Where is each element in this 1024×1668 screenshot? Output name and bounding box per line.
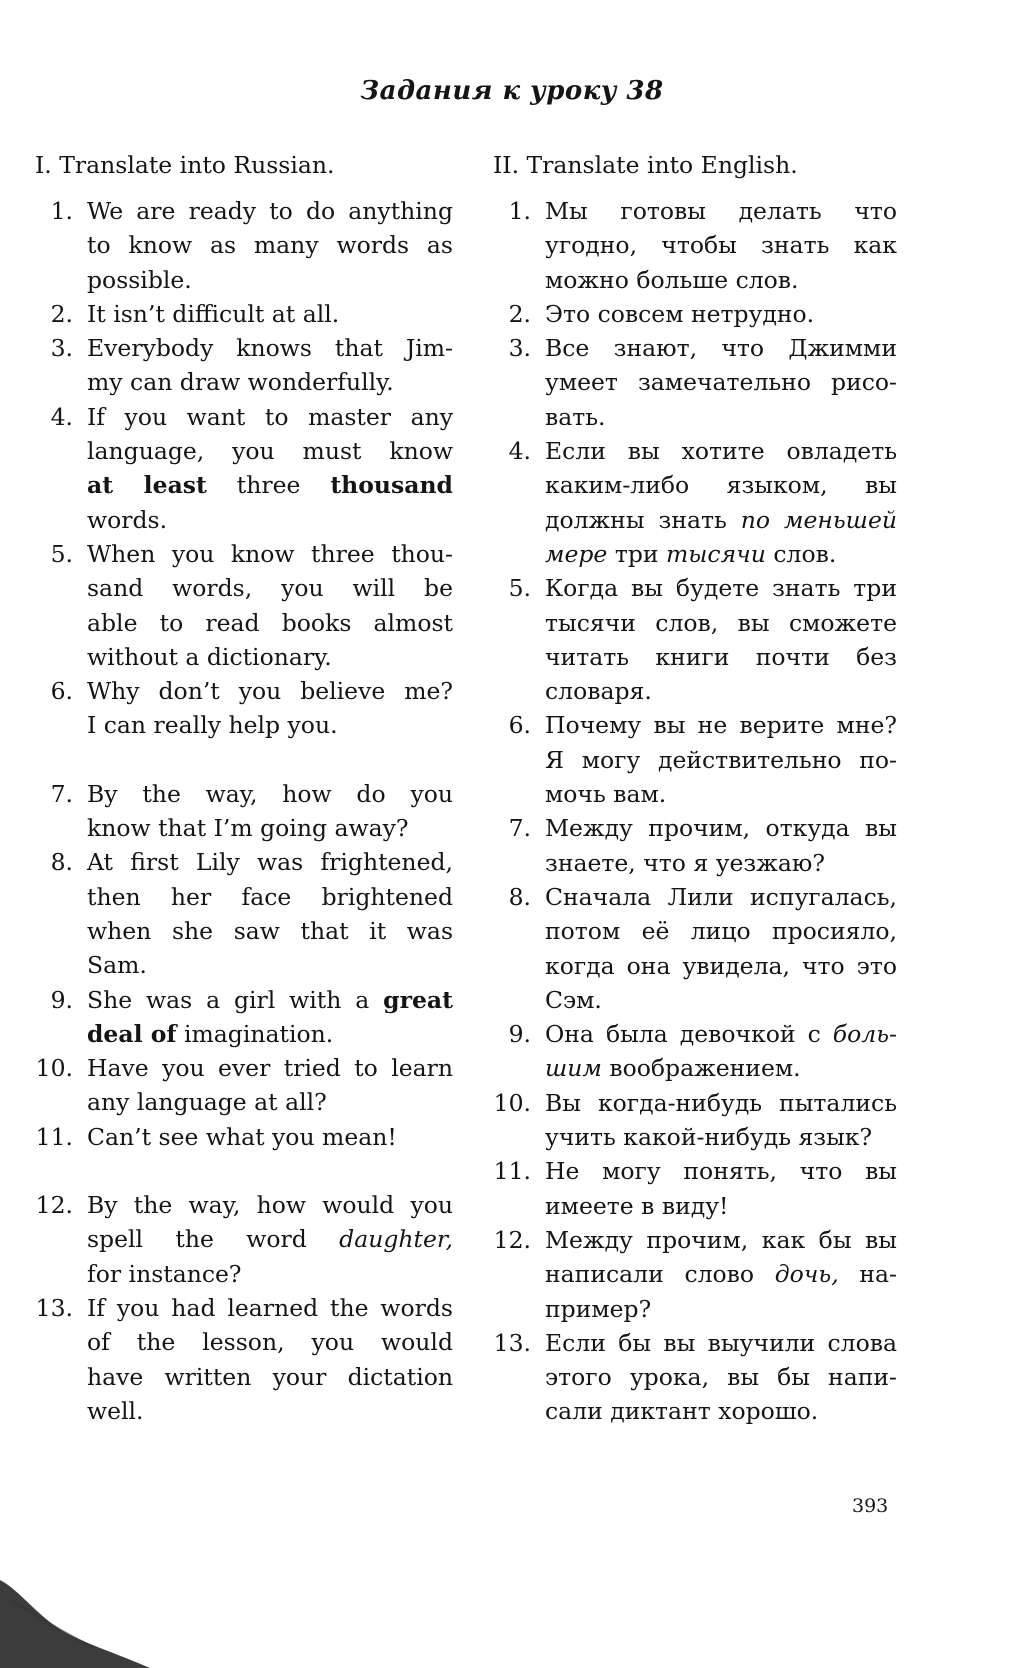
- left-exercise-item: [35, 1291, 453, 1428]
- item-number: 6.: [508, 711, 531, 740]
- text-run: three: [206, 471, 331, 500]
- text-run: на-: [838, 1260, 897, 1289]
- left-exercise-item: [35, 1188, 453, 1291]
- text-run: imagination.: [176, 1019, 334, 1048]
- text-line: [87, 194, 453, 228]
- text-run: By the way, how would you: [87, 1191, 453, 1220]
- text-line: [87, 1188, 453, 1222]
- item-number: 2.: [50, 299, 73, 328]
- text-run: умеет замечательно рисо-: [545, 368, 897, 397]
- italic-term: тысячи: [666, 539, 766, 568]
- left-exercise-item: [35, 983, 453, 1052]
- text-line: [545, 1292, 897, 1326]
- left-exercise-item: [35, 1120, 453, 1154]
- text-line: [87, 365, 453, 399]
- text-line: [87, 1360, 453, 1394]
- text-run: Вы когда-нибудь пытались: [545, 1088, 897, 1117]
- text-run: Everybody knows that Jim-: [87, 334, 453, 363]
- bold-term: great: [383, 985, 453, 1014]
- left-exercise-item: [35, 194, 453, 297]
- left-exercise-item: [35, 1051, 453, 1120]
- text-line: [545, 365, 897, 399]
- text-run: должны знать: [545, 505, 741, 534]
- text-run: написали слово: [545, 1260, 775, 1289]
- text-run: By the way, how do you: [87, 779, 453, 808]
- item-number: 7.: [50, 779, 73, 808]
- item-spacer: [35, 1154, 453, 1188]
- left-exercise-item: [35, 297, 453, 331]
- text-line: [545, 1326, 897, 1360]
- item-number: 9.: [50, 985, 73, 1014]
- item-number: 9.: [508, 1020, 531, 1049]
- item-number: 11.: [35, 1122, 73, 1151]
- text-run: вать.: [545, 402, 606, 431]
- left-exercise-item: [35, 537, 453, 674]
- text-line: [87, 571, 453, 605]
- text-run: Can’t see what you mean!: [87, 1122, 397, 1151]
- text-line: [87, 983, 453, 1017]
- left-exercise-item: [35, 845, 453, 982]
- text-line: [87, 674, 453, 708]
- item-number: 2.: [508, 299, 531, 328]
- left-exercise-item: [35, 674, 453, 743]
- text-run: воображением.: [601, 1054, 801, 1083]
- text-line: [545, 880, 897, 914]
- text-line: [545, 468, 897, 502]
- text-line: [545, 811, 897, 845]
- text-run: Если вы хотите овладеть: [545, 437, 897, 466]
- text-line: [545, 1120, 897, 1154]
- text-line: [87, 1051, 453, 1085]
- text-run: sand words, you will be: [87, 574, 453, 603]
- text-run: Не могу понять, что вы: [545, 1157, 897, 1186]
- text-line: [545, 434, 897, 468]
- text-line: [545, 400, 897, 434]
- item-number: 13.: [493, 1328, 531, 1357]
- text-line: [87, 880, 453, 914]
- bold-term: thousand: [330, 471, 453, 500]
- right-exercise-item: [493, 880, 897, 1017]
- text-run: Все знают, что Джимми: [545, 334, 897, 363]
- left-exercise-list: [35, 194, 453, 1428]
- text-run: Я могу действительно по-: [545, 745, 897, 774]
- text-line: [87, 640, 453, 674]
- right-exercise-item: [493, 571, 897, 708]
- item-number: 5.: [508, 574, 531, 603]
- text-line: [545, 1394, 897, 1428]
- text-line: [87, 503, 453, 537]
- item-number: 10.: [35, 1054, 73, 1083]
- left-exercise-item: [35, 331, 453, 400]
- left-column-english: [35, 148, 453, 1428]
- text-line: [545, 640, 897, 674]
- text-line: [87, 228, 453, 262]
- scan-smudge-mark: [0, 1560, 160, 1668]
- text-line: [545, 743, 897, 777]
- text-run: I can really help you.: [87, 711, 338, 740]
- text-run: Why don’t you believe me?: [87, 677, 453, 706]
- text-run: угодно, чтобы знать как: [545, 231, 897, 260]
- item-number: 10.: [493, 1088, 531, 1117]
- text-run: Сначала Лили испугалась,: [545, 882, 897, 911]
- text-run: words.: [87, 505, 168, 534]
- text-run: Это совсем нетрудно.: [545, 299, 815, 328]
- text-run: possible.: [87, 265, 192, 294]
- text-run: of the lesson, you would: [87, 1328, 453, 1357]
- text-line: [545, 228, 897, 262]
- text-line: [545, 194, 897, 228]
- page-title: Задания к уроку 38: [360, 76, 664, 106]
- text-run: without a dictionary.: [87, 642, 332, 671]
- text-line: [87, 708, 453, 742]
- text-run: тысячи слов, вы сможете: [545, 608, 897, 637]
- right-exercise-item: [493, 194, 897, 297]
- item-number: 11.: [493, 1157, 531, 1186]
- italic-term: daughter,: [339, 1225, 453, 1254]
- item-number: 4.: [508, 437, 531, 466]
- page-number: 393: [852, 1495, 889, 1517]
- text-run: знаете, что я уезжаю?: [545, 848, 825, 877]
- text-run: When you know three thou-: [87, 539, 453, 568]
- item-spacer: [35, 743, 453, 777]
- right-exercise-item: [493, 1326, 897, 1429]
- italic-term: боль-: [832, 1020, 897, 1049]
- text-run: If you had learned the words: [87, 1293, 453, 1322]
- text-line: [545, 331, 897, 365]
- text-run: имеете в виду!: [545, 1191, 729, 1220]
- bold-term: deal of: [87, 1019, 177, 1048]
- text-run: слов.: [765, 539, 837, 568]
- text-run: able to read books almost: [87, 608, 453, 637]
- text-line: [545, 571, 897, 605]
- text-line: [87, 400, 453, 434]
- right-exercise-item: [493, 1223, 897, 1326]
- text-run: Между прочим, как бы вы: [545, 1225, 897, 1254]
- text-line: [545, 1154, 897, 1188]
- item-number: 8.: [508, 882, 531, 911]
- right-column-heading: II. Translate into English.: [493, 151, 798, 179]
- item-number: 1.: [50, 197, 73, 225]
- text-line: [545, 949, 897, 983]
- text-line: [545, 537, 897, 571]
- text-line: [545, 263, 897, 297]
- text-run: учить какой-нибудь язык?: [545, 1123, 873, 1152]
- text-run: have written your dictation: [87, 1362, 453, 1391]
- text-run: well.: [87, 1396, 144, 1425]
- italic-term: мере: [545, 539, 608, 568]
- text-run: my can draw wonderfully.: [87, 368, 394, 397]
- text-line: [87, 331, 453, 365]
- text-line: [545, 914, 897, 948]
- text-run: At first Lily was frightened,: [87, 848, 453, 877]
- text-line: [87, 845, 453, 879]
- text-line: [545, 846, 897, 880]
- text-run: Sam.: [87, 951, 147, 980]
- item-number: 12.: [493, 1225, 531, 1254]
- text-line: [87, 434, 453, 468]
- text-line: [545, 606, 897, 640]
- text-run: If you want to master any: [87, 402, 453, 431]
- text-line: [545, 297, 897, 331]
- text-line: [545, 1257, 897, 1291]
- text-run: It isn’t difficult at all.: [87, 299, 340, 328]
- text-run: пример?: [545, 1294, 652, 1323]
- text-line: [87, 1120, 453, 1154]
- text-line: [87, 537, 453, 571]
- text-line: [87, 1325, 453, 1359]
- right-exercise-item: [493, 1154, 897, 1223]
- text-run: этого урока, вы бы напи-: [545, 1363, 897, 1392]
- item-number: 8.: [50, 848, 73, 877]
- text-line: [545, 1051, 897, 1085]
- text-run: We are ready to do anything: [87, 197, 453, 225]
- text-run: сали диктант хорошо.: [545, 1397, 819, 1426]
- text-run: словаря.: [545, 677, 652, 706]
- right-column-russian: [493, 148, 897, 1429]
- text-run: know that I’m going away?: [87, 814, 409, 843]
- text-line: [87, 1291, 453, 1325]
- text-line: [545, 1360, 897, 1394]
- text-run: She was a girl with a: [87, 985, 384, 1014]
- item-number: 6.: [50, 677, 73, 706]
- text-run: можно больше слов.: [545, 265, 799, 294]
- text-line: [545, 1189, 897, 1223]
- text-run: Когда вы будете знать три: [545, 574, 897, 603]
- text-line: [545, 777, 897, 811]
- text-run: then her face brightened: [87, 882, 453, 911]
- text-run: spell the word: [87, 1225, 340, 1254]
- text-line: [87, 1257, 453, 1291]
- left-exercise-item: [35, 777, 453, 846]
- text-run: Она была девочкой с: [545, 1020, 833, 1049]
- text-line: [87, 914, 453, 948]
- item-number: 4.: [50, 402, 73, 431]
- text-run: Между прочим, откуда вы: [545, 814, 897, 843]
- right-exercise-item: [493, 434, 897, 571]
- text-line: [87, 948, 453, 982]
- item-number: 13.: [35, 1293, 73, 1322]
- text-line: [87, 263, 453, 297]
- text-run: Если бы вы выучили слова: [545, 1328, 897, 1357]
- text-line: [87, 606, 453, 640]
- text-line: [545, 983, 897, 1017]
- text-run: каким-либо языком, вы: [545, 471, 897, 500]
- right-exercise-item: [493, 1086, 897, 1155]
- right-exercise-item: [493, 331, 897, 434]
- left-column-heading: I. Translate into Russian.: [35, 151, 335, 179]
- right-exercise-item: [493, 811, 897, 880]
- text-run: Have you ever tried to learn: [87, 1054, 453, 1083]
- text-line: [87, 297, 453, 331]
- text-line: [87, 1085, 453, 1119]
- italic-term: по меньшей: [740, 505, 897, 534]
- text-line: [545, 1086, 897, 1120]
- right-exercise-item: [493, 297, 897, 331]
- text-line: [545, 503, 897, 537]
- text-line: [87, 777, 453, 811]
- text-run: когда она увидела, что это: [545, 951, 897, 980]
- text-line: [545, 708, 897, 742]
- text-run: when she saw that it was: [87, 916, 453, 945]
- text-line: [87, 1017, 453, 1051]
- text-run: for instance?: [87, 1259, 242, 1288]
- right-exercise-list: [493, 194, 897, 1429]
- text-run: читать книги почти без: [545, 642, 897, 671]
- item-number: 7.: [508, 814, 531, 843]
- text-line: [87, 1222, 453, 1256]
- text-line: [545, 1017, 897, 1051]
- text-run: Сэм.: [545, 985, 602, 1014]
- text-run: to know as many words as: [87, 231, 453, 260]
- item-number: 1.: [508, 197, 531, 225]
- text-line: [87, 811, 453, 845]
- bold-term: at least: [87, 471, 207, 500]
- text-run: language, you must know: [87, 437, 453, 466]
- item-number: 3.: [508, 334, 531, 363]
- text-run: потом её лицо просияло,: [545, 917, 897, 946]
- right-exercise-item: [493, 708, 897, 811]
- text-run: мочь вам.: [545, 780, 667, 809]
- item-number: 5.: [50, 539, 73, 568]
- left-exercise-item: [35, 400, 453, 537]
- text-run: Почему вы не верите мне?: [545, 711, 897, 740]
- text-line: [545, 1223, 897, 1257]
- italic-term: шим: [545, 1054, 602, 1083]
- text-run: any language at all?: [87, 1088, 327, 1117]
- item-number: 3.: [50, 334, 73, 363]
- italic-term: дочь,: [774, 1260, 839, 1289]
- text-line: [87, 468, 453, 502]
- text-line: [545, 674, 897, 708]
- text-line: [87, 1394, 453, 1428]
- right-exercise-item: [493, 1017, 897, 1086]
- text-run: Мы готовы делать что: [545, 197, 897, 225]
- item-number: 12.: [35, 1191, 73, 1220]
- text-run: три: [607, 539, 666, 568]
